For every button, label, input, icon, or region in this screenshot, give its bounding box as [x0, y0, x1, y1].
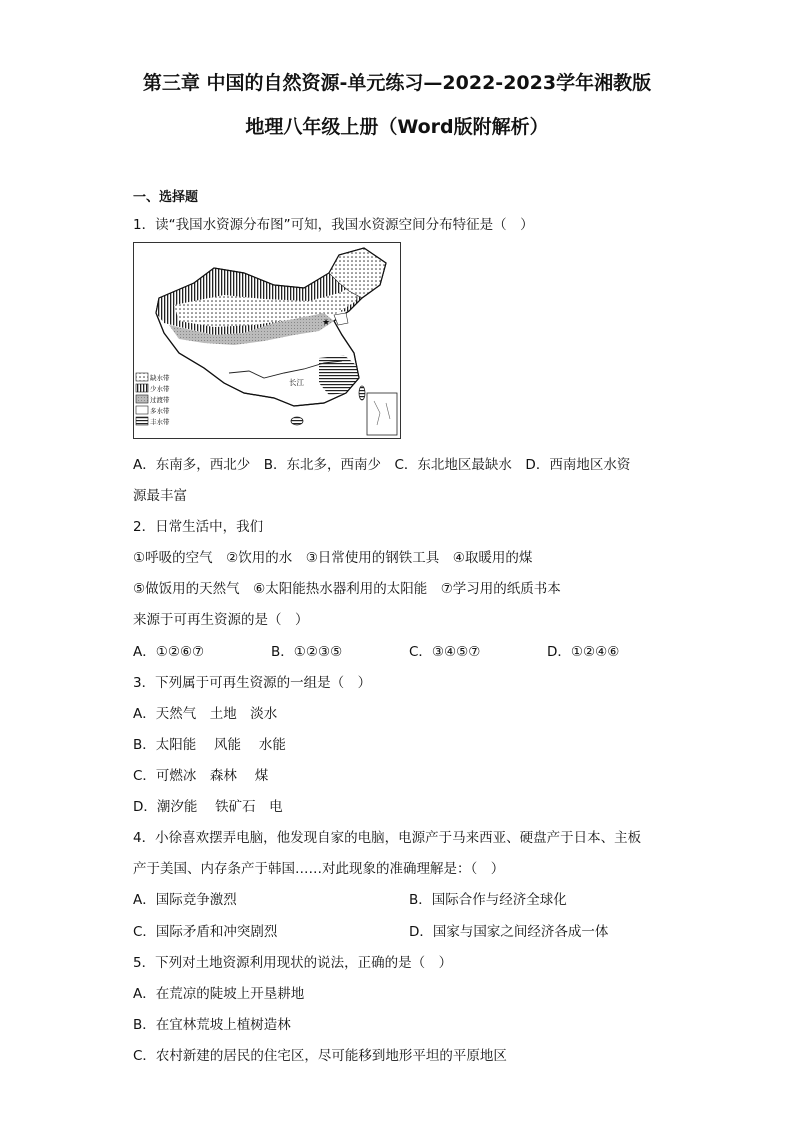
- map-legend: [136, 373, 170, 426]
- river-label: 长江: [289, 378, 304, 387]
- question-2-option-b: B．①②③⑤: [271, 644, 343, 660]
- question-2-items-line2: ⑤做饭用的天然气 ⑥太阳能热水器利用的太阳能 ⑦学习用的纸质书本: [133, 581, 561, 597]
- document-title-line1: 第三章 中国的自然资源-单元练习—2022-2023学年湘教版: [142, 72, 652, 94]
- legend-little: 少水带: [150, 385, 170, 393]
- question-2-option-d: D．①②④⑥: [547, 644, 620, 660]
- question-5-option-b: B．在宜林荒坡上植树造林: [133, 1017, 291, 1033]
- water-resources-map: [133, 242, 401, 439]
- question-2-tail: 来源于可再生资源的是（ ）: [133, 612, 309, 628]
- svg-text:★: ★: [322, 318, 331, 328]
- question-4-stem-line2: 产于美国、内存条产于韩国……对此现象的准确理解是：（ ）: [133, 861, 505, 877]
- legend-scarce: 缺水带: [150, 374, 170, 382]
- legend-transition: 过渡带: [150, 396, 170, 404]
- question-4-option-d: D．国家与国家之间经济各成一体: [409, 924, 609, 940]
- question-2-items-line1: ①呼吸的空气 ②饮用的水 ③日常使用的钢铁工具 ④取暖用的煤: [133, 550, 533, 566]
- question-2-stem: 2．日常生活中，我们: [133, 519, 264, 535]
- question-1-options-line1: A．东南多，西北少 B．东北多，西南少 C．东北地区最缺水 D．西南地区水资: [133, 457, 631, 473]
- question-1-options-line2: 源最丰富: [133, 488, 187, 504]
- china-outline: [156, 248, 397, 435]
- question-2-option-c: C．③④⑤⑦: [409, 644, 481, 660]
- section-heading: 一、选择题: [133, 190, 199, 205]
- question-3-stem: 3．下列属于可再生资源的一组是（ ）: [133, 675, 372, 691]
- legend-much: 多水带: [150, 407, 170, 415]
- question-5-stem: 5．下列对土地资源利用现状的说法，正确的是（ ）: [133, 955, 453, 971]
- question-5-option-a: A．在荒凉的陡坡上开垦耕地: [133, 986, 305, 1002]
- question-3-option-a: A．天然气 土地 淡水: [133, 706, 278, 722]
- question-3-option-c: C．可燃冰 森林 煤: [133, 768, 269, 784]
- question-4-option-c: C．国际矛盾和冲突剧烈: [133, 924, 278, 940]
- question-3-option-b: B．太阳能 风能 水能: [133, 737, 286, 753]
- document-title-line2: 地理八年级上册（Word版附解析）: [245, 116, 549, 138]
- question-2-option-a: A．①②⑥⑦: [133, 644, 205, 660]
- question-4-stem-line1: 4．小徐喜欢摆弄电脑，他发现自家的电脑，电源产于马来西亚、硬盘产于日本、主板: [133, 830, 642, 846]
- question-5-option-c: C．农村新建的居民的住宅区，尽可能移到地形平坦的平原地区: [133, 1048, 507, 1064]
- question-4-option-b: B．国际合作与经济全球化: [409, 892, 567, 908]
- question-3-option-d: D．潮汐能 铁矿石 电: [133, 799, 283, 815]
- legend-abundant: 丰水带: [150, 418, 170, 426]
- question-4-option-a: A．国际竞争激烈: [133, 892, 237, 908]
- question-1-stem: 1．读“我国水资源分布图”可知，我国水资源空间分布特征是（ ）: [133, 217, 534, 233]
